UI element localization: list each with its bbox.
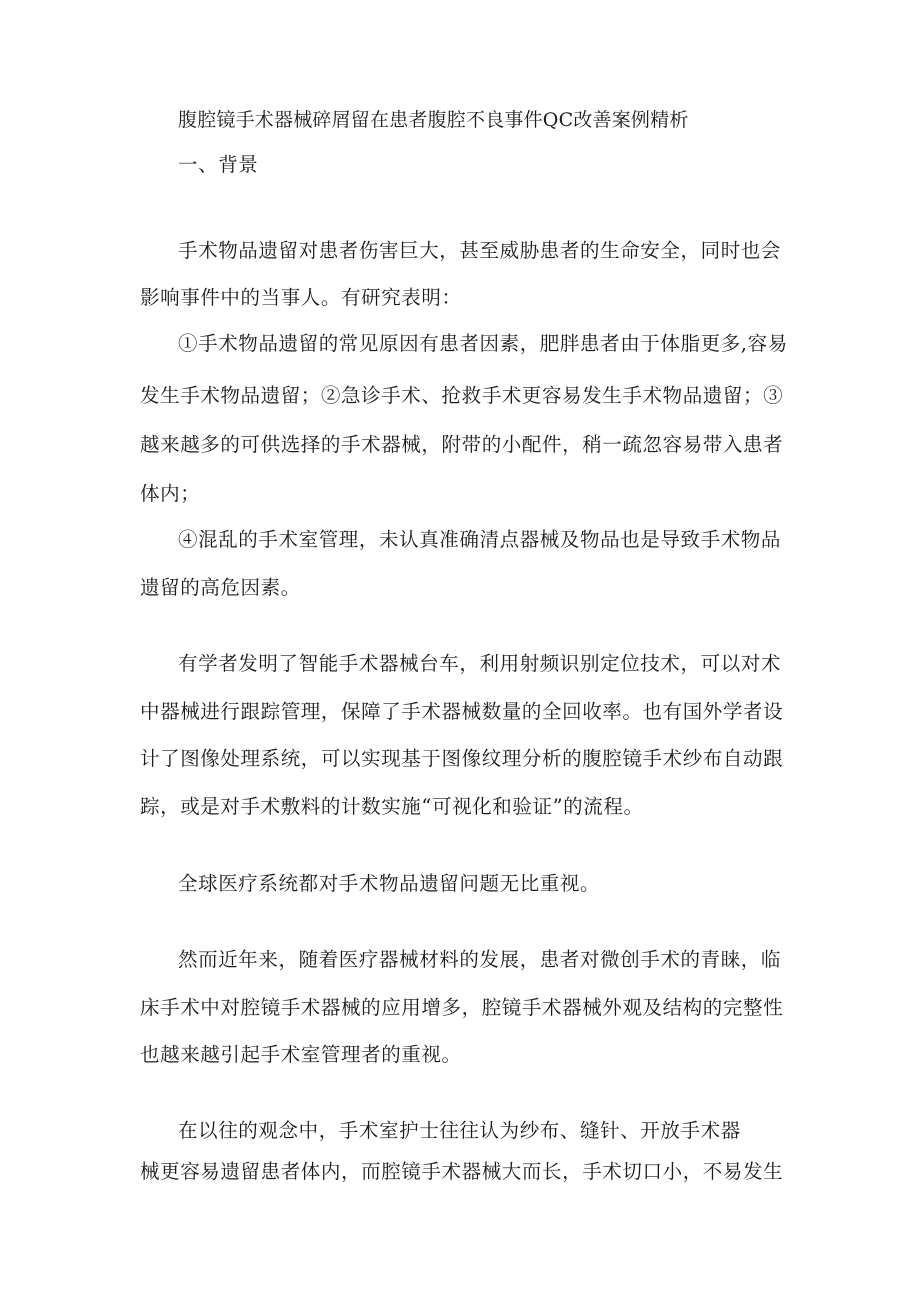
paragraph-line: 全球医疗系统都对手术物品遗留问题无比重视。 (178, 872, 601, 895)
paragraph-line: 发生手术物品遗留；②急诊手术、抢救手术更容易发生手术物品遗留；③ (140, 384, 784, 407)
paragraph-line: 械更容易遗留患者体内，而腔镜手术器械大而长，手术切口小，不易发生 (140, 1160, 784, 1183)
paragraph-line: ①手术物品遗留的常见原因有患者因素，肥胖患者由于体脂更多,容易 (178, 332, 788, 355)
paragraph-line: 计了图像处理系统，可以实现基于图像纹理分析的腹腔镜手术纱布自动跟 (140, 747, 784, 770)
paragraph-line: 遗留的高危因素。 (140, 576, 301, 599)
paragraph-line: ④混乱的手术室管理，未认真准确清点器械及物品也是导致手术物品 (178, 528, 782, 551)
paragraph-line: 也越来越引起手术室管理者的重视。 (140, 1043, 462, 1066)
section-heading: 一、背景 (178, 153, 259, 176)
paragraph-line: 然而近年来，随着医疗器械材料的发展，患者对微创手术的青睐，临 (178, 948, 782, 971)
paragraph-line: 影响事件中的当事人。有研究表明： (140, 286, 462, 309)
paragraph-line: 手术物品遗留对患者伤害巨大，甚至威胁患者的生命安全，同时也会 (178, 239, 782, 262)
paragraph-line: 踪，或是对手术敷料的计数实施“可视化和验证”的流程。 (140, 795, 644, 818)
paragraph-line: 越来越多的可供选择的手术器械，附带的小配件，稍一疏忽容易带入患者 (140, 433, 784, 456)
document-title: 腹腔镜手术器械碎屑留在患者腹腔不良事件QC改善案例精析 (178, 109, 689, 131)
paragraph-line: 床手术中对腔镜手术器械的应用增多，腔镜手术器械外观及结构的完整性 (140, 996, 784, 1019)
paragraph-line: 有学者发明了智能手术器械台车，利用射频识别定位技术，可以对术 (178, 652, 782, 675)
paragraph-line: 在以往的观念中，手术室护士往往认为纱布、缝针、开放手术器 (178, 1119, 741, 1142)
paragraph-line: 体内； (140, 482, 201, 505)
paragraph-line: 中器械进行跟踪管理，保障了手术器械数量的全回收率。也有国外学者设 (140, 700, 784, 723)
